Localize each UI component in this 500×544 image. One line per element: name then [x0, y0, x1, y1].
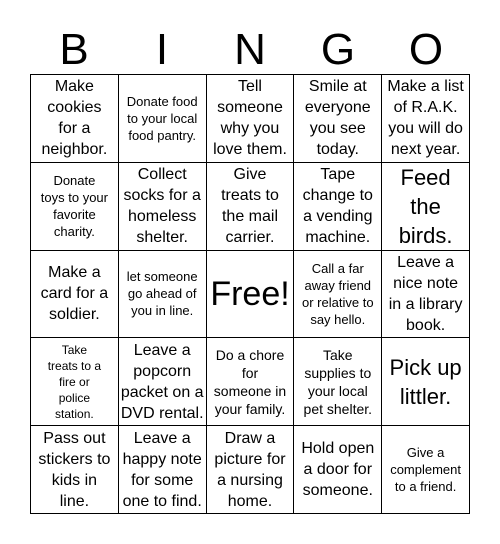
bingo-cell-r4c4[interactable] — [294, 338, 382, 426]
bingo-cell-r2c4[interactable] — [294, 163, 382, 251]
header-letter-n: N — [234, 25, 266, 74]
cell-text: Collect socks for a homeless shelter. — [123, 166, 201, 247]
bingo-cell-r5c2[interactable] — [119, 426, 207, 514]
cell-text: Draw a picture for a nursing home. — [214, 429, 286, 510]
bingo-cell-r4c2[interactable] — [119, 338, 207, 426]
bingo-free-space[interactable] — [207, 251, 295, 339]
cell-text: Do a chore for someone in your family. — [213, 346, 287, 417]
cell-text: Give a complement to a friend. — [390, 445, 461, 495]
bingo-cell-r2c3[interactable] — [207, 163, 295, 251]
cell-text: Take supplies to your local pet shelter. — [303, 346, 373, 417]
bingo-cell-r1c3[interactable] — [207, 75, 295, 163]
bingo-cell-r5c3[interactable] — [207, 426, 295, 514]
bingo-cell-r4c5[interactable] — [382, 338, 470, 426]
cell-text: Leave a happy note for some one to find. — [122, 429, 202, 510]
free-space-text: Free! — [210, 274, 290, 313]
header-letter-i: I — [155, 25, 169, 74]
cell-text: let someone go ahead of you in line. — [126, 269, 198, 319]
cell-text: Give treats to the mail carrier. — [221, 166, 279, 247]
bingo-cell-r1c2[interactable] — [119, 75, 207, 163]
cell-text: Make cookies for a neighbor. — [41, 78, 108, 159]
bingo-cell-r3c2[interactable] — [119, 251, 207, 339]
cell-text: Leave a nice note in a library book. — [388, 253, 463, 334]
bingo-cell-r1c4[interactable] — [294, 75, 382, 163]
cell-text: Make a card for a soldier. — [40, 264, 109, 324]
bingo-cell-r3c4[interactable] — [294, 251, 382, 339]
cell-text: Pass out stickers to kids in line. — [38, 429, 111, 510]
bingo-cell-r4c1[interactable] — [31, 338, 119, 426]
cell-text: Feed the birds. — [398, 164, 453, 248]
cell-text: Pick up littler. — [389, 354, 462, 409]
cell-text: Take treats to a fire or police station. — [47, 342, 102, 421]
cell-text: Donate food to your local food pantry. — [126, 93, 198, 143]
header-letter-o: O — [408, 25, 444, 74]
cell-text: Call a far away friend or relative to say hello. — [302, 260, 374, 327]
cell-text: Hold open a door for someone. — [301, 440, 375, 500]
bingo-cell-r2c1[interactable] — [31, 163, 119, 251]
bingo-cell-r3c5[interactable] — [382, 251, 470, 339]
bingo-header — [30, 26, 470, 74]
cell-text: Leave a popcorn packet on a DVD rental. — [120, 341, 204, 422]
bingo-cell-r3c1[interactable] — [31, 251, 119, 339]
cell-text: Tell someone why you love them. — [213, 78, 287, 159]
bingo-cell-r1c5[interactable] — [382, 75, 470, 163]
header-letter-b: B — [59, 25, 89, 74]
bingo-board — [30, 74, 470, 514]
bingo-cell-r2c2[interactable] — [119, 163, 207, 251]
bingo-cell-r5c5[interactable] — [382, 426, 470, 514]
bingo-cell-r4c3[interactable] — [207, 338, 295, 426]
cell-text: Donate toys to your favorite charity. — [40, 173, 108, 240]
bingo-cell-r1c1[interactable] — [31, 75, 119, 163]
cell-text: Tape change to a vending machine. — [302, 166, 373, 247]
cell-text: Smile at everyone you see today. — [304, 78, 371, 159]
bingo-cell-r5c4[interactable] — [294, 426, 382, 514]
bingo-cell-r2c5[interactable] — [382, 163, 470, 251]
bingo-cell-r5c1[interactable] — [31, 426, 119, 514]
cell-text: Make a list of R.A.K. you will do next year. — [387, 78, 464, 159]
header-letter-g: G — [320, 25, 356, 74]
